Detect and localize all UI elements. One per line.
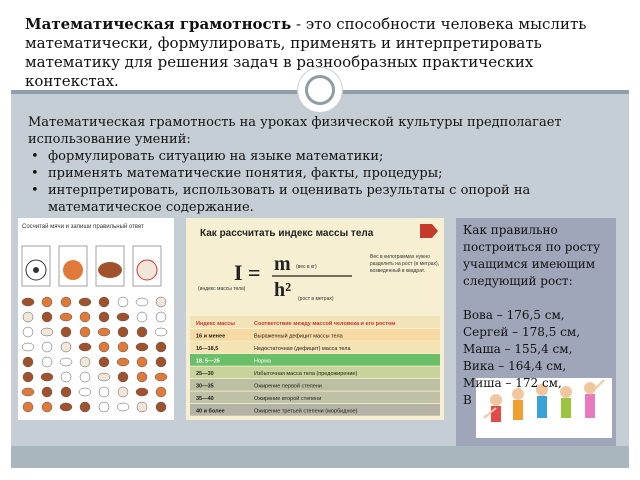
- bmi-row-text: Избыточная масса тела (предожирение): [254, 371, 358, 377]
- ball-icon: [23, 312, 33, 322]
- ball-icon: [117, 403, 129, 411]
- balls-worksheet-image: [18, 218, 174, 420]
- ball-icon: [99, 357, 109, 367]
- ball-icon: [41, 328, 53, 336]
- ball-icon: [156, 312, 166, 322]
- ball-icon: [118, 342, 128, 352]
- list-item: • интерпретировать, использовать и оценивать результаты с опорой на математическое содержание.: [48, 182, 618, 216]
- bmi-row-range: 30—35: [196, 383, 214, 390]
- bmi-row-text: Недостаточная (дефицит) масса тела: [254, 346, 351, 352]
- ball-icon: [79, 343, 91, 351]
- formula-h: h²: [274, 279, 292, 301]
- ball-icon: [23, 327, 33, 337]
- bmi-row-range: 18, 5—25: [196, 358, 220, 365]
- ball-icon: [23, 372, 33, 382]
- formula-h-note: (рост в метрах): [298, 296, 334, 302]
- height-task-text: [463, 222, 613, 409]
- ball-icon: [137, 312, 147, 322]
- ball-icon: [136, 343, 148, 351]
- ball-icon: [79, 298, 91, 306]
- skills-list: [28, 148, 618, 216]
- ball-icon: [23, 357, 33, 367]
- height-entry: Маша – 155,4 см,: [463, 342, 573, 356]
- ball-icon: [118, 372, 128, 382]
- height-entry-partial: В: [463, 393, 472, 407]
- balls-heading: Сосчитай мячи и запиши правильный ответ: [22, 224, 144, 230]
- formula-m: m: [274, 253, 291, 275]
- ball-icon: [117, 358, 129, 366]
- bmi-row-bg: [190, 354, 440, 366]
- bmi-row-text: Ожирение третьей степени (морбидное): [254, 408, 358, 415]
- ball-icon: [156, 357, 166, 367]
- bmi-table-header: [190, 316, 440, 328]
- list-item: • применять математические понятия, факты, процедуры;: [48, 165, 618, 182]
- ball-icon: [98, 328, 110, 336]
- list-item: • формулировать ситуацию на языке математики;: [48, 148, 618, 165]
- height-entry: Миша – 172 см,: [463, 376, 562, 390]
- bmi-row-range: 16—18,5: [196, 346, 219, 352]
- ball-icon: [137, 372, 147, 382]
- ball-icon: [99, 297, 109, 307]
- title-rest: - это способности человека мыслить математически, формулировать, применять и интерпретировать математику для решения задач в разнообразных практических контекстах.: [25, 15, 587, 90]
- ball-icon: [98, 373, 110, 381]
- ball-icon: [42, 297, 52, 307]
- ball-icon: [80, 312, 90, 322]
- bmi-row-text: Ожирение второй степени: [254, 396, 322, 402]
- ball-icon: [42, 312, 52, 322]
- ball-icon: [22, 343, 34, 351]
- slide-title: [25, 15, 620, 91]
- ball-icon: [80, 402, 90, 412]
- ball-icon: [61, 342, 71, 352]
- ball-icon: [61, 372, 71, 382]
- ball-icon: [42, 357, 52, 367]
- ball-icon: [156, 297, 166, 307]
- bmi-row-range: 25—30: [196, 371, 214, 377]
- header-text: Соответствие между массой человека и его ростом: [254, 321, 396, 327]
- formula-equals: =: [248, 260, 261, 285]
- height-question: Как правильно построиться по росту учащимся имеющим следующий рост:: [463, 223, 601, 288]
- height-task-panel: [456, 218, 616, 446]
- bmi-explain: Вес в килограммах нужно разделить на рост (в метрах), возведенный в квадрат.: [370, 254, 440, 274]
- bmi-row-range: 16 и менее: [196, 333, 226, 340]
- bmi-row-text: Ожирение первой степени: [254, 383, 322, 390]
- ball-icon: [80, 372, 90, 382]
- ball-icon: [80, 357, 90, 367]
- ball-icon: [61, 297, 71, 307]
- bmi-row-text: Норма: [254, 358, 271, 365]
- bmi-title: Как рассчитать индекс массы тела: [200, 228, 374, 239]
- ball-icon: [99, 312, 109, 322]
- ball-icon: [99, 342, 109, 352]
- ball-icon: [117, 313, 129, 321]
- ball-icon: [22, 388, 34, 396]
- ball-icon: [156, 402, 166, 412]
- formula-I-note: (индекс массы тела): [198, 286, 246, 292]
- height-entry: Вика – 164,4 см,: [463, 359, 567, 373]
- ball-icon: [80, 327, 90, 337]
- header-range: Индекс массы: [196, 321, 235, 327]
- ball-icon: [99, 387, 109, 397]
- ball-icon: [41, 373, 53, 381]
- bmi-row-range: 35—40: [196, 396, 214, 402]
- body-intro: Математическая грамотность на уроках физической культуры предполагает использование умений:: [28, 115, 562, 147]
- ball-icon: [137, 327, 147, 337]
- ball-icon: [136, 388, 148, 396]
- ball-icon: [42, 342, 52, 352]
- bmi-table-rows: [190, 329, 440, 416]
- ball-icon: [155, 328, 167, 336]
- ball-icon: [99, 402, 109, 412]
- ball-icon: [156, 342, 166, 352]
- body-text: [28, 114, 618, 216]
- height-entry: Вова – 176,5 см,: [463, 308, 565, 322]
- bmi-infographic: [186, 218, 444, 420]
- title-bold: Математическая грамотность: [25, 15, 292, 33]
- ball-icon: [42, 402, 52, 412]
- bmi-row-range: 40 и более: [196, 408, 225, 415]
- ball-icon: [61, 387, 71, 397]
- ball-icon: [118, 387, 128, 397]
- bottom-band: [11, 446, 629, 468]
- ball-icon: [118, 297, 128, 307]
- ball-icon: [42, 387, 52, 397]
- ball-icon: [60, 358, 72, 366]
- ball-icon: [60, 313, 72, 321]
- ball-icon: [137, 357, 147, 367]
- ball-icon: [79, 388, 91, 396]
- ball-icon: [61, 327, 71, 337]
- height-entry: Сергей – 178,5 см,: [463, 325, 581, 339]
- ball-icon: [155, 373, 167, 381]
- bmi-row-text: Выраженный дефицит массы тела: [254, 333, 343, 340]
- ball-icon: [60, 403, 72, 411]
- formula-I: I: [234, 260, 243, 285]
- ball-icon: [156, 387, 166, 397]
- ball-icon: [23, 402, 33, 412]
- formula-m-note: (вес в кг): [296, 264, 317, 270]
- ball-icon: [22, 298, 34, 306]
- ball-icon: [136, 298, 148, 306]
- ball-icon: [137, 402, 147, 412]
- ball-icon: [118, 327, 128, 337]
